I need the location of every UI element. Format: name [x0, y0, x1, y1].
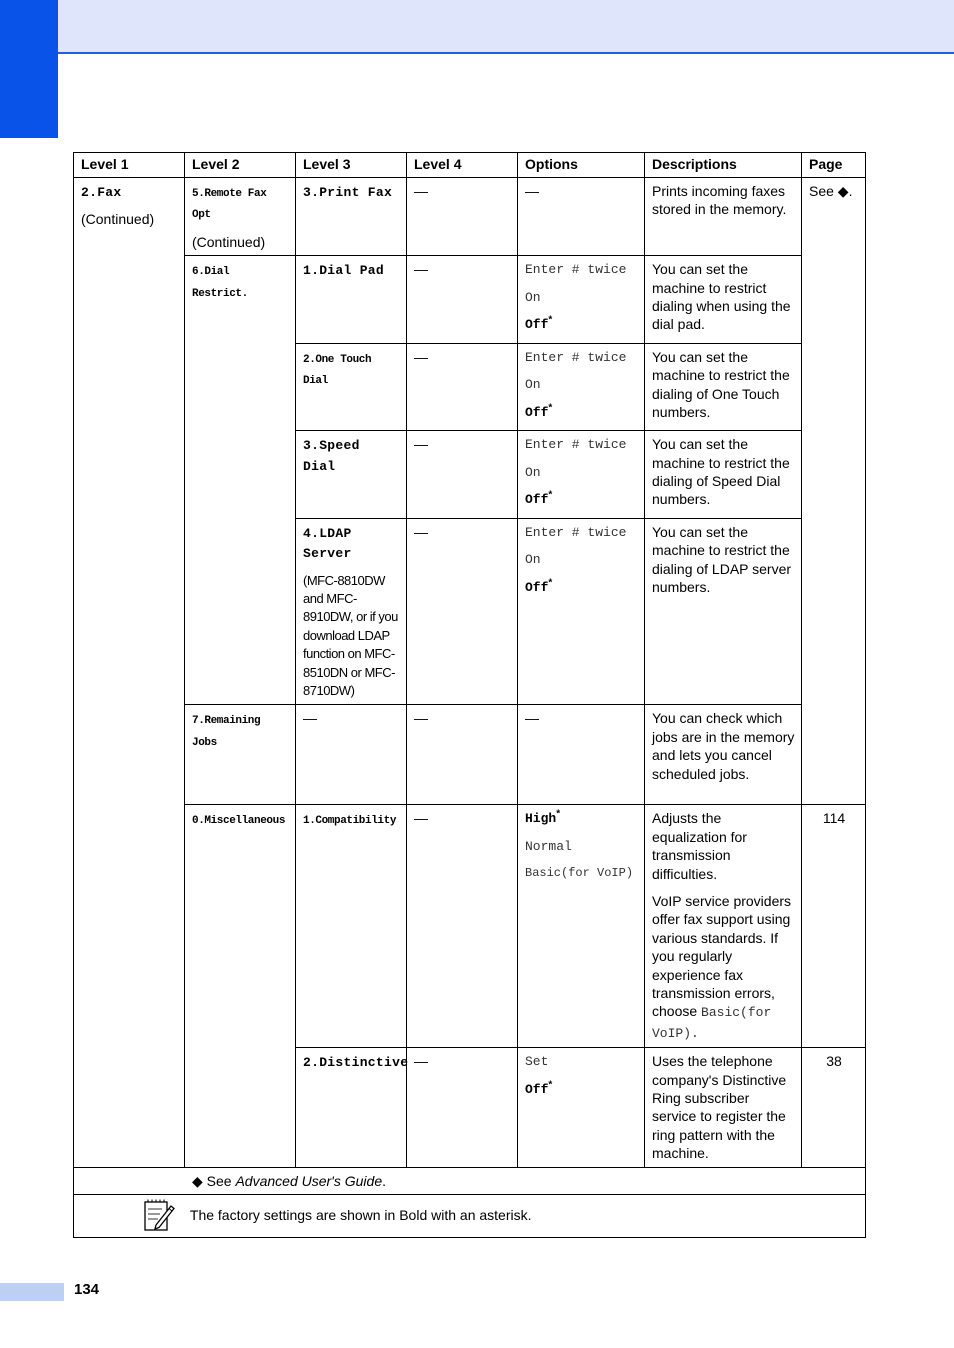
level4-cell: —: [407, 1048, 518, 1167]
option-value-default: Off*: [525, 1079, 553, 1097]
level2-continued: (Continued): [192, 233, 266, 250]
table-row: [74, 805, 866, 1048]
description-cell: You can set the machine to restrict the dialing of LDAP server numbers.: [645, 518, 802, 705]
option-value-default: Off*: [525, 489, 553, 508]
level3-cell: [296, 1048, 407, 1167]
header-options: Options: [518, 153, 645, 178]
option-value: Enter # twice: [525, 437, 627, 453]
description-text: VoIP service providers offer fax support using various standards. If you regularly experience fax transmission errors, choose: [652, 893, 792, 1020]
page-number: 134: [74, 1281, 100, 1298]
option-value: Enter # twice: [525, 349, 627, 365]
chapter-tab: [0, 0, 58, 138]
level4-cell: —: [407, 431, 518, 519]
level4-cell: —: [407, 256, 518, 344]
option-value: On: [525, 377, 541, 393]
description-text: Adjusts the equalization for transmission difficulties.: [652, 810, 747, 882]
level3-cell: [296, 431, 407, 519]
description-cell: You can set the machine to restrict the dialing of One Touch numbers.: [645, 343, 802, 431]
level1-continued: (Continued): [81, 211, 155, 228]
note-cell: [74, 1195, 866, 1238]
description-cell: You can set the machine to restrict dialing when using the dial pad.: [645, 256, 802, 344]
level3-label: 1.Dial Pad: [303, 263, 385, 279]
option-value-default: Off*: [525, 314, 553, 333]
header-level3: Level 3: [296, 153, 407, 178]
legend-suffix: .: [382, 1172, 386, 1189]
level1-cell: [74, 178, 185, 1168]
level3-cell: —: [296, 705, 407, 805]
options-cell: [518, 518, 645, 705]
header-row: [74, 153, 866, 178]
header-page: Page: [802, 153, 866, 178]
option-value: On: [525, 552, 541, 568]
table-row: [74, 178, 866, 256]
option-value-default: Off*: [525, 577, 553, 595]
options-cell: [518, 343, 645, 431]
page-cell: See ◆.: [802, 178, 866, 805]
level3-cell: [296, 256, 407, 344]
option-value: Normal: [525, 838, 572, 854]
option-value-default: Off*: [525, 402, 553, 420]
page-number-bar: [0, 1283, 64, 1301]
option-value: Enter # twice: [525, 524, 627, 540]
level3-model-note: (MFC-8810DW and MFC-8910DW, or if you download LDAP function on MFC-8510DN or MFC-8710DW): [303, 572, 398, 698]
menu-table: [73, 152, 866, 1238]
level2-label: 0.Miscellaneous: [192, 815, 286, 828]
level3-cell: [296, 518, 407, 705]
level4-cell: —: [407, 705, 518, 805]
description-code: Basic(for VoIP).: [652, 1005, 772, 1041]
legend-prefix: ◆ See: [192, 1172, 236, 1189]
page-cell: 38: [802, 1048, 866, 1167]
level2-cell: [185, 256, 296, 705]
description-cell: Prints incoming faxes stored in the memory.: [645, 178, 802, 256]
level3-cell: [296, 805, 407, 1048]
options-cell: —: [518, 705, 645, 805]
pencil-note-icon: [142, 1199, 176, 1233]
level3-label: 3.Print Fax: [303, 185, 393, 200]
level3-label: 1.Compatibility: [303, 815, 397, 828]
level1-label: 2.Fax: [81, 185, 122, 200]
note-text: The factory settings are shown in Bold with an asterisk.: [189, 1206, 532, 1223]
table-row: [74, 705, 866, 805]
options-cell: [518, 431, 645, 519]
header-level2: Level 2: [185, 153, 296, 178]
description-cell: Uses the telephone company's Distinctive Ring subscriber service to register the ring pattern with the machine.: [645, 1048, 802, 1167]
option-value: On: [525, 289, 541, 305]
level3-label: 2.Distinctive: [303, 1055, 409, 1071]
level2-label: 6.Dial Restrict.: [192, 266, 248, 300]
level3-cell: [296, 178, 407, 256]
header-level4: Level 4: [407, 153, 518, 178]
level4-cell: —: [407, 178, 518, 256]
level2-cell: [185, 705, 296, 805]
level3-cell: [296, 343, 407, 431]
legend-cell: [74, 1167, 866, 1194]
option-value: Enter # twice: [525, 262, 627, 278]
legend-guide: Advanced User's Guide: [235, 1172, 383, 1189]
level2-cell: [185, 805, 296, 1167]
level2-cell: [185, 178, 296, 256]
options-cell: [518, 805, 645, 1048]
options-cell: —: [518, 178, 645, 256]
option-value: On: [525, 464, 541, 480]
level3-label: 3.Speed Dial: [303, 438, 360, 474]
description-cell: You can check which jobs are in the memory and lets you cancel scheduled jobs.: [645, 705, 802, 805]
page-cell: 114: [802, 805, 866, 1048]
level3-label: 2.One Touch Dial: [303, 353, 372, 388]
description-cell: [645, 805, 802, 1048]
option-value: Basic(for VoIP): [525, 866, 634, 881]
note-row: [74, 1195, 866, 1238]
options-cell: [518, 256, 645, 344]
option-value-default: High*: [525, 809, 561, 827]
table-row: [74, 256, 866, 344]
header-descriptions: Descriptions: [645, 153, 802, 178]
option-value: Set: [525, 1054, 549, 1070]
header-band: [0, 0, 954, 54]
level2-label: 5.Remote Fax Opt: [192, 188, 267, 222]
legend-row: [74, 1167, 866, 1194]
options-cell: [518, 1048, 645, 1167]
level4-cell: —: [407, 518, 518, 705]
header-level1: Level 1: [74, 153, 185, 178]
level3-label: 4.LDAP Server: [303, 525, 352, 562]
level4-cell: —: [407, 805, 518, 1048]
level2-label: 7.Remaining Jobs: [192, 715, 261, 749]
level4-cell: —: [407, 343, 518, 431]
description-cell: You can set the machine to restrict the dialing of Speed Dial numbers.: [645, 431, 802, 519]
